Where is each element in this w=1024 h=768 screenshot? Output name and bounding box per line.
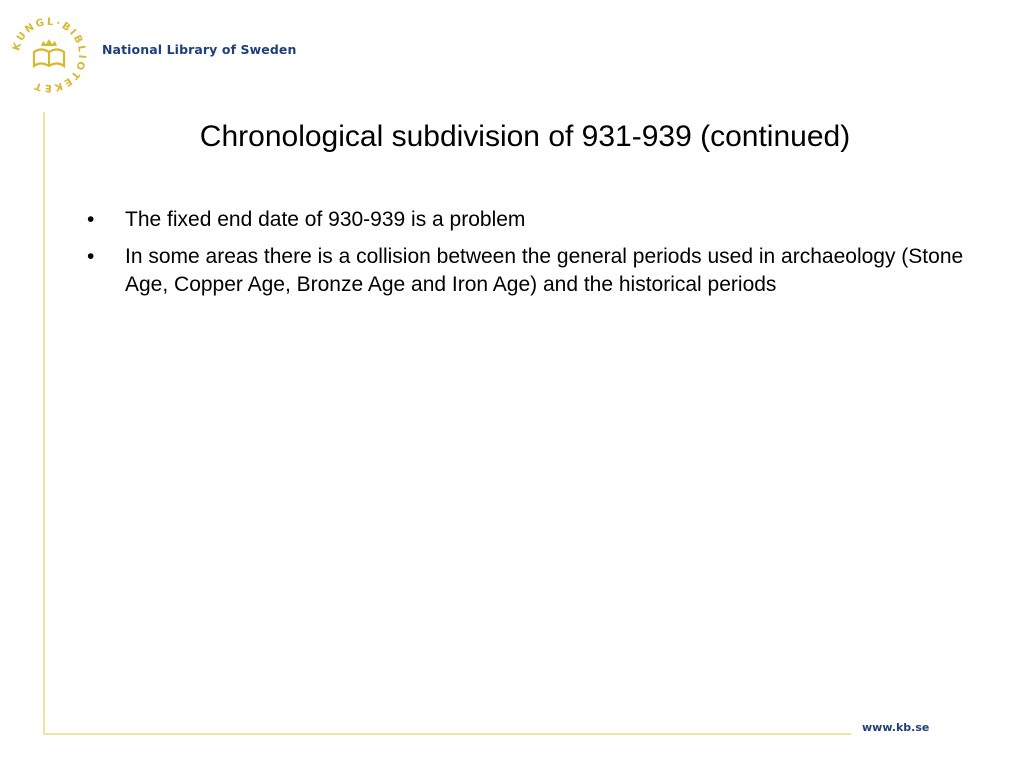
bullet-item <box>85 206 975 234</box>
bottom-rule-line <box>43 733 851 735</box>
seal-ring-text: KUNGL·BIBLIOTEKET <box>11 16 88 94</box>
bullet-marker-icon: • <box>87 245 95 268</box>
slide-title: Chronological subdivision of 931-939 (continued) <box>199 120 851 153</box>
library-seal-logo <box>6 12 92 98</box>
bullet-marker-icon: • <box>87 208 95 231</box>
bullet-text: The fixed end date of 930-939 is a problem <box>125 208 526 231</box>
footer-url-link[interactable]: www.kb.se <box>862 721 930 734</box>
seal-icon <box>6 12 92 98</box>
bullet-text: In some areas there is a collision between the general periods used in archaeology (Stone Age, Copper Age, Bronze Age and Iron Age) and the historical periods <box>125 245 964 296</box>
bullet-list <box>85 206 975 308</box>
left-rule-line <box>43 112 45 735</box>
bullet-item <box>85 243 975 299</box>
organization-name: National Library of Sweden <box>102 42 297 57</box>
